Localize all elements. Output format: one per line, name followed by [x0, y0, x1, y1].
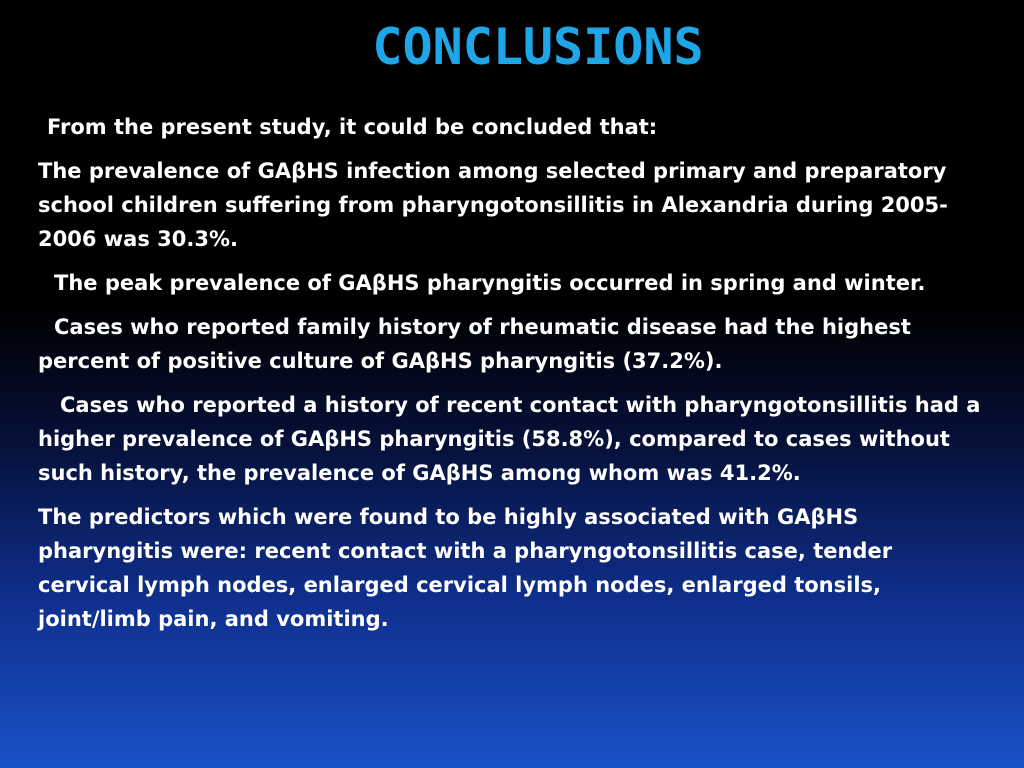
intro-text: From the present study, it could be concluded that:	[47, 115, 658, 139]
conclusion-paragraph-3: Cases who reported family history of rheumatic disease had the highest percent of positive culture of GAβHS pharyngitis (37.2%).	[38, 315, 911, 373]
conclusion-paragraph-4: Cases who reported a history of recent contact with pharyngotonsillitis had a higher prevalence of GAβHS pharyngitis (58.8%), compared to cases without such history, the prevalence of GAβHS among whom was 41.2%.	[38, 393, 981, 485]
conclusion-paragraph-1: The prevalence of GAβHS infection among selected primary and preparatory school children suffering from pharyngotonsillitis in Alexandria during 2005-2006 was 30.3%.	[38, 159, 948, 251]
conclusion-paragraph-2: The peak prevalence of GAβHS pharyngitis occurred in spring and winter.	[54, 271, 926, 295]
slide-body	[38, 110, 1008, 646]
slide-title: CONCLUSIONS	[372, 18, 704, 76]
conclusion-paragraph-5: The predictors which were found to be highly associated with GAβHS pharyngitis were: recent contact with a pharyngotonsillitis case, tender cervical lymph nodes, enlarged cervical lymph nodes, enlarged tonsils, joint/limb pain, and vomiting.	[38, 505, 893, 631]
